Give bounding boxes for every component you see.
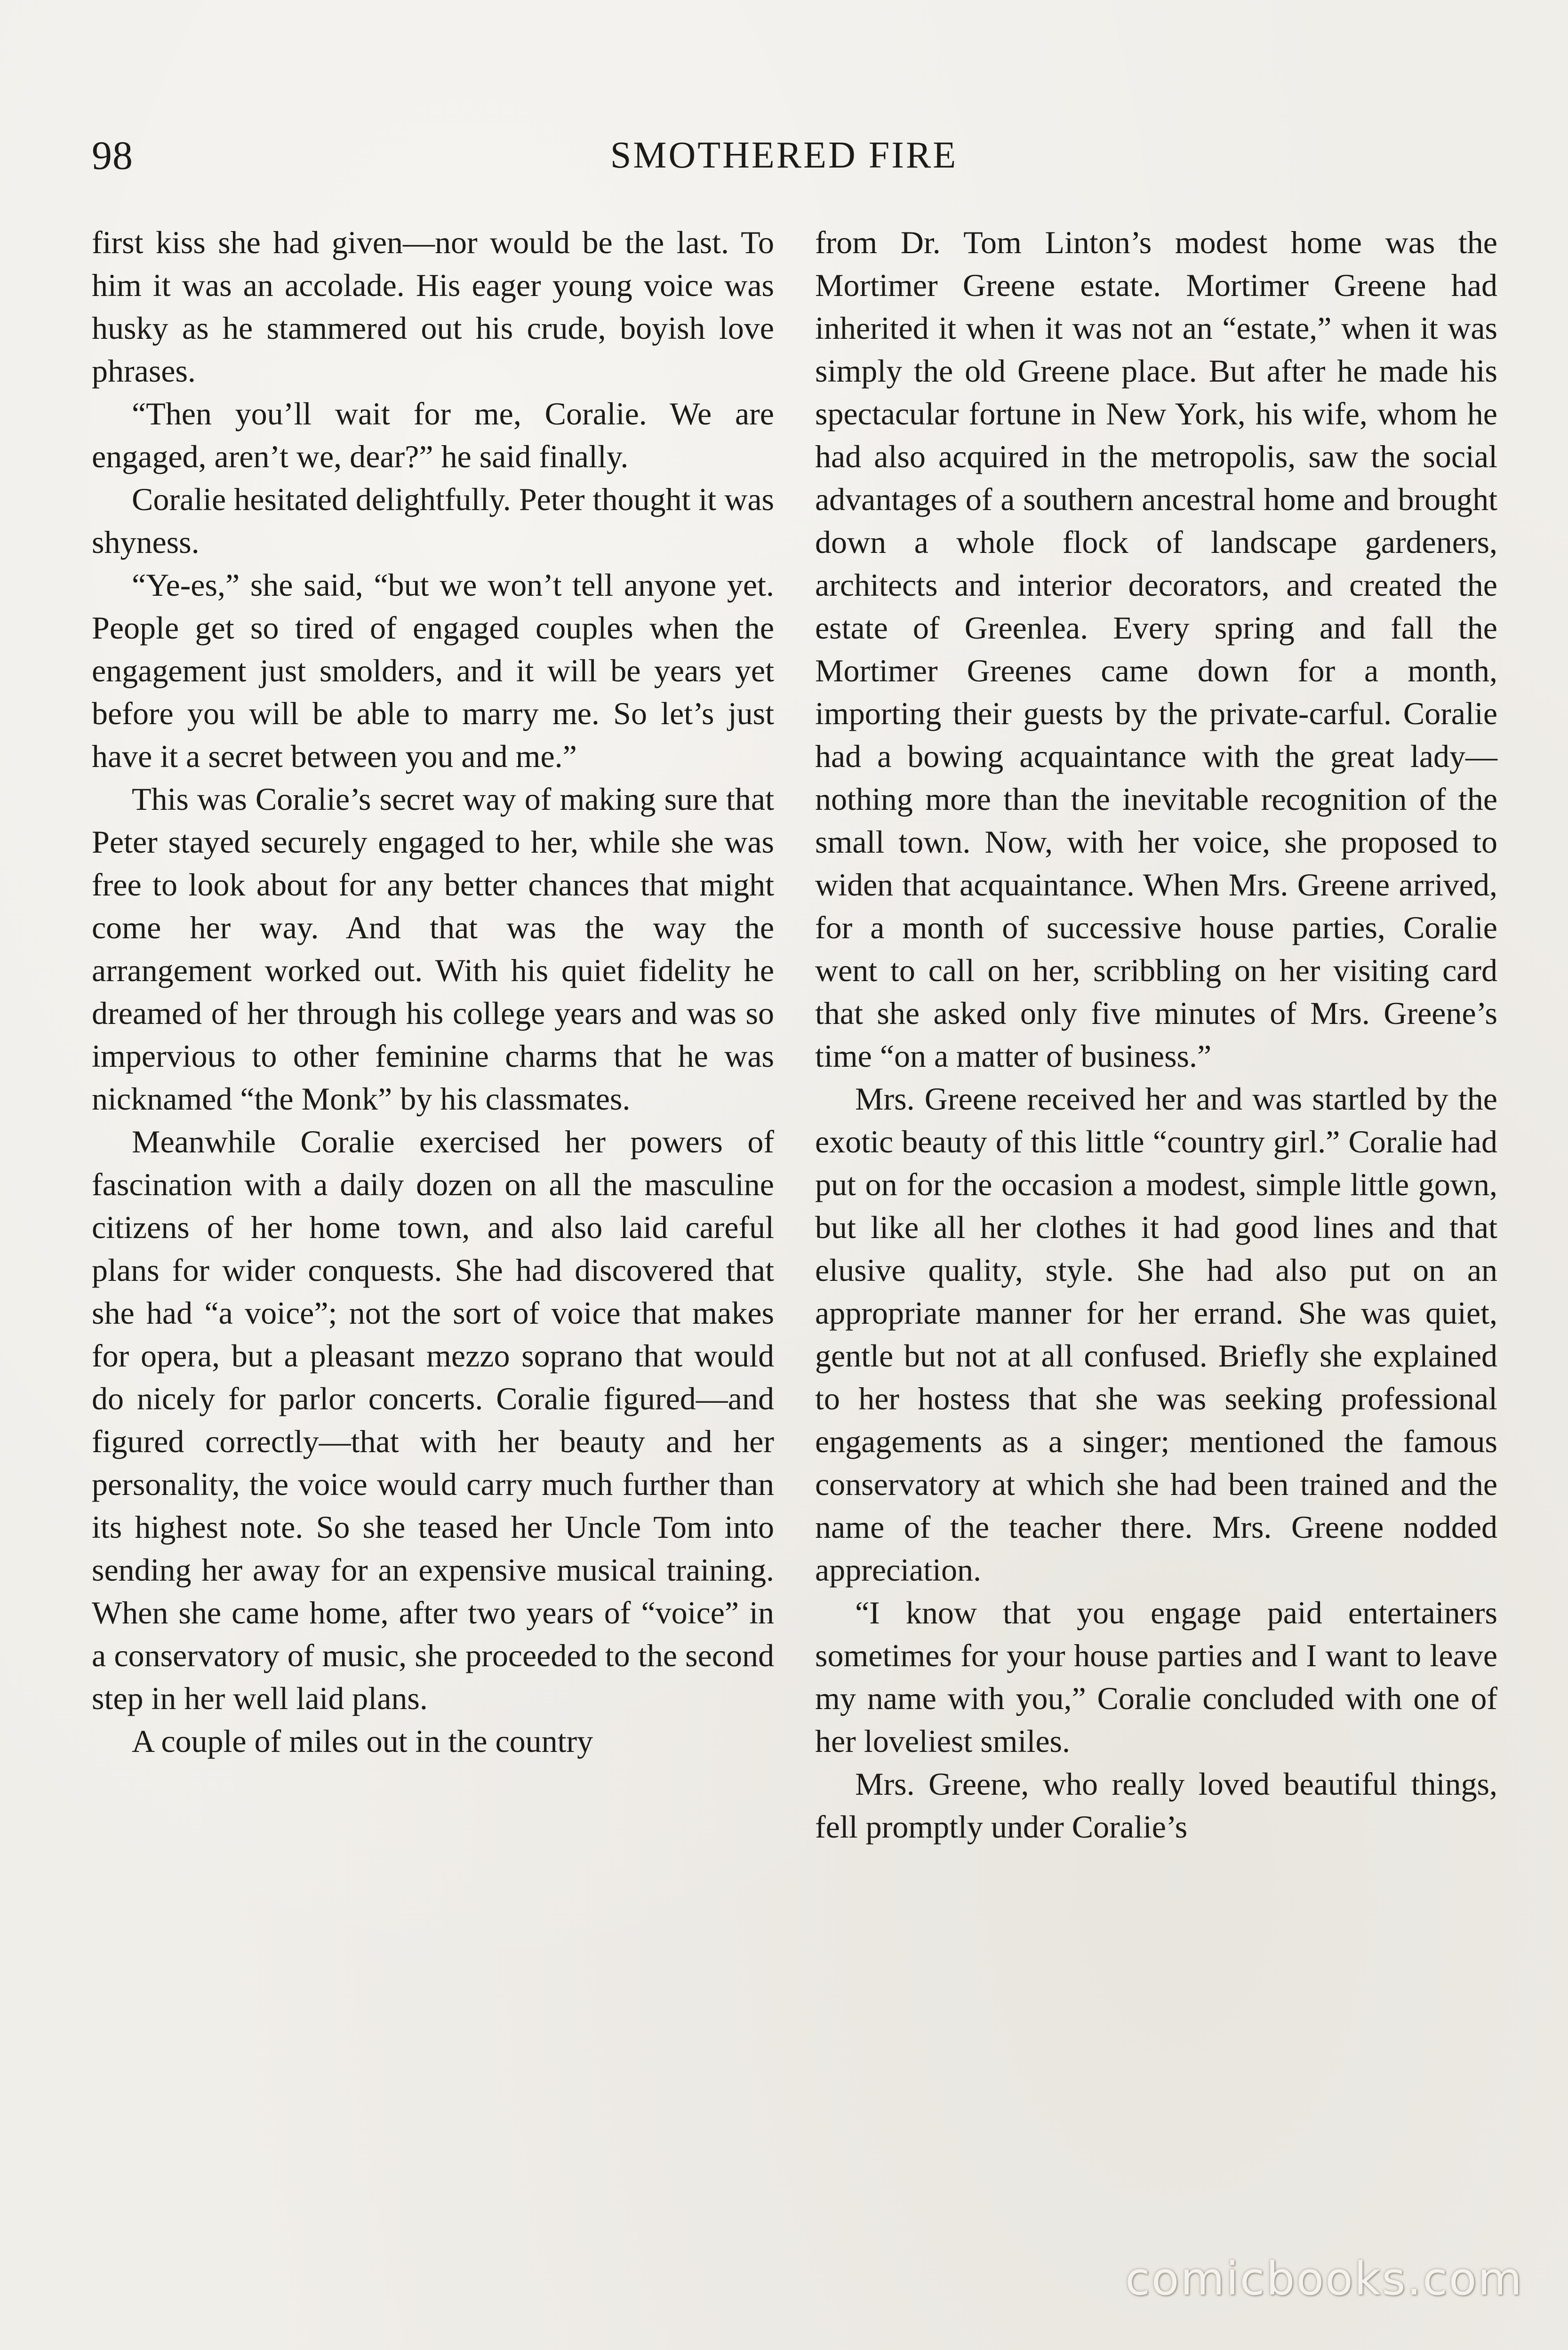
- paragraph: A couple of miles out in the country: [132, 1723, 593, 1759]
- paragraph: Coralie hesitated delightfully. Peter thought it was shyness.: [92, 481, 774, 560]
- paragraph: from Dr. Tom Linton’s modest home was the Mortimer Greene estate. Mortimer Greene had inherited it when it was not an “estate,” when it was simply the old Greene place. But after he made his spectacular fortune in New York, his wife, whom he had also acquired in the metropolis, saw the social advantages of a southern ancestral home and brought down a whole flock of landscape gardeners, architects and interior decorators, and created the estate of Greenlea. Every spring and fall the Mortimer Greenes came down for a month, importing their guests by the private-carful. Coralie had a bowing acquaintance with the great lady—nothing more than the inevitable recognition of the small town. Now, with her voice, she proposed to widen that acquaintance. When Mrs. Greene arrived, for a month of successive house parties, Coralie went to call on her, scribbling on her visiting card that she asked only five minutes of Mrs. Greene’s time “on a matter of business.”: [815, 224, 1497, 1074]
- paragraph: Mrs. Greene, who really loved beautiful things, fell promptly under Coralie’s: [815, 1766, 1497, 1845]
- paragraph: “Ye-es,” she said, “but we won’t tell anyone yet. People get so tired of engaged couples when the engagement just smolders, and it will be years yet before you will be able to marry me. So let’s just have it a secret between you and me.”: [92, 567, 774, 774]
- paragraph: This was Coralie’s secret way of making sure that Peter stayed securely engaged to her, while she was free to look about for any better chances that might come her way. And that was the way the arrangement worked out. With his quiet fidelity he dreamed of her through his college years and was so impervious to other feminine charms that he was nicknamed “the Monk” by his classmates.: [92, 781, 774, 1117]
- right-text-column: [815, 221, 1497, 1848]
- left-text-column: [92, 221, 774, 1763]
- paragraph: “I know that you engage paid entertainers sometimes for your house parties and I want to leave my name with you,” Coralie concluded with one of her loveliest smiles.: [815, 1595, 1497, 1759]
- page-header: [92, 129, 1476, 181]
- watermark-logo: comicbooks.com: [1125, 2253, 1523, 2305]
- paragraph: Meanwhile Coralie exercised her powers of fascination with a daily dozen on all the masculine citizens of her home town, and also laid careful plans for wider conquests. She had discovered that she had “a voice”; not the sort of voice that makes for opera, but a pleasant mezzo soprano that would do nicely for parlor concerts. Coralie figured—and figured correctly—that with her beauty and her personality, the voice would carry much further than its highest note. So she teased her Uncle Tom into sending her away for an expensive musical training. When she came home, after two years of “voice” in a conservatory of music, she proceeded to the second step in her well laid plans.: [92, 1124, 774, 1716]
- running-title: SMOTHERED FIRE: [610, 135, 958, 176]
- paragraph: first kiss she had given—nor would be the last. To him it was an accolade. His eager young voice was husky as he stammered out his crude, boyish love phrases.: [92, 224, 774, 389]
- page-number: 98: [92, 133, 133, 178]
- paragraph: Mrs. Greene received her and was startled by the exotic beauty of this little “country girl.” Coralie had put on for the occasion a modest, simple little gown, but like all her clothes it had good lines and that elusive quality, style. She had also put on an appropriate manner for her errand. She was quiet, gentle but not at all confused. Briefly she explained to her hostess that she was seeking professional engagements as a singer; mentioned the famous conservatory at which she had been trained and the name of the teacher there. Mrs. Greene nodded appreciation.: [815, 1081, 1497, 1588]
- paragraph: “Then you’ll wait for me, Coralie. We are engaged, aren’t we, dear?” he said finally.: [92, 396, 774, 474]
